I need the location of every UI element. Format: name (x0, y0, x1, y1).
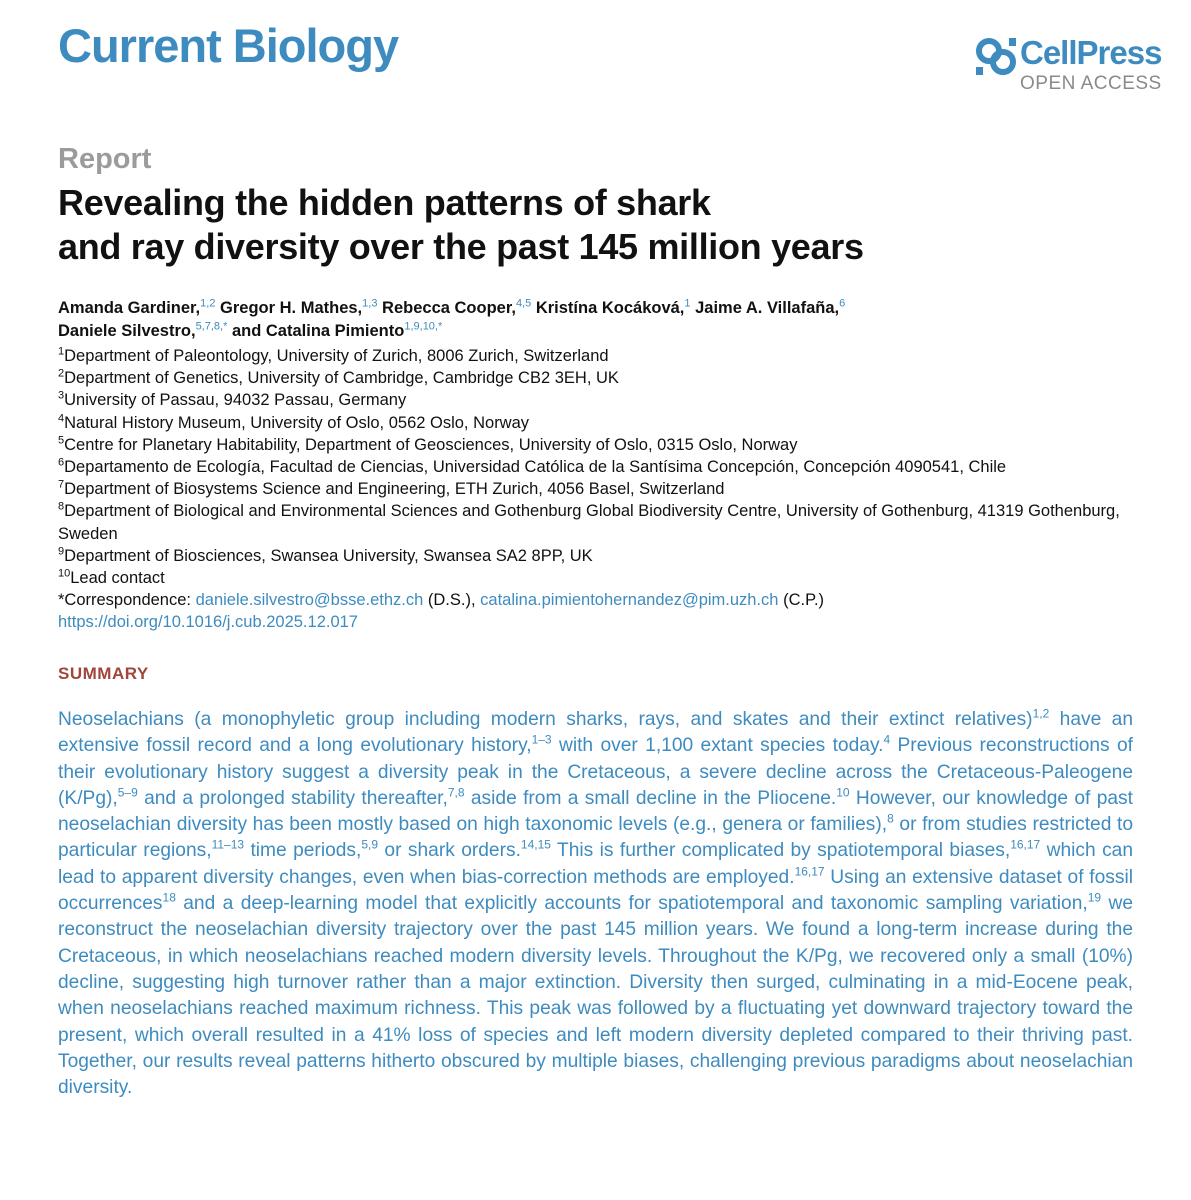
correspondence (58, 589, 1158, 611)
email-link-silvestro[interactable]: daniele.silvestro@bsse.ethz.ch (195, 591, 424, 610)
summary-segment: and a deep-learning model that explicitly accounts for spatiotemporal and taxonomic sampling variation, (175, 893, 1088, 915)
author-name (58, 299, 215, 317)
article-title (58, 181, 1138, 269)
author-affiliation-sup[interactable]: 1,9,10,* (404, 320, 443, 333)
summary-segment: or from studies restricted to particular regions, (58, 814, 1133, 862)
author-affiliation-sup[interactable]: 1 (684, 297, 691, 310)
journal-title: Current Biology (58, 19, 399, 72)
affiliation-number: 3 (58, 389, 65, 402)
citation-sup[interactable]: 16,17 (1010, 838, 1041, 853)
doi-link[interactable]: https://doi.org/10.1016/j.cub.2025.12.017 (58, 613, 358, 632)
author-name-text: Jaime A. Villafaña, (695, 299, 840, 317)
author-name (58, 322, 227, 340)
affiliation-text: Natural History Museum, University of Oslo, 0562 Oslo, Norway (64, 413, 530, 432)
affiliation-item (58, 500, 1158, 544)
title-line-2: and ray diversity over the past 145 million years (58, 226, 864, 267)
author-affiliation-sup[interactable]: 1,2 (200, 297, 216, 310)
affiliation-text: University of Passau, 94032 Passau, Germany (64, 391, 407, 410)
summary-segment: have an extensive fossil record and a long evolutionary history, (58, 709, 1133, 757)
author-list (58, 297, 1158, 343)
summary-segment: with over 1,100 extant species today. (551, 735, 884, 757)
affiliation-number: 4 (58, 412, 65, 425)
affiliation-item (58, 567, 1158, 589)
affiliation-number: 2 (58, 367, 65, 380)
open-access-label: OPEN ACCESS (1020, 73, 1162, 94)
summary-text (58, 707, 1133, 1101)
affiliation-item (58, 345, 1158, 367)
affiliation-item (58, 478, 1158, 500)
affiliation-text: Departamento de Ecología, Facultad de Ciencias, Universidad Católica de la Santísima Concepción, Concepción 4090541, Chile (64, 458, 1007, 477)
author-name (232, 322, 442, 340)
affiliation-item (58, 389, 1158, 411)
cellpress-icon (976, 38, 1016, 76)
summary-segment: and a prolonged stability thereafter, (137, 787, 448, 809)
citation-sup[interactable]: 10 (836, 785, 850, 800)
summary-heading: SUMMARY (58, 664, 149, 683)
author-name-text: and Catalina Pimiento (231, 322, 405, 340)
affiliation-list (58, 345, 1158, 634)
affiliation-text: Department of Paleontology, University of Zurich, 8006 Zurich, Switzerland (64, 347, 609, 365)
affiliation-item (58, 434, 1158, 456)
citation-sup[interactable]: 1–3 (531, 732, 552, 747)
summary-segment: However, our knowledge of past neoselachian diversity has been mostly based on high taxonomic levels (e.g., genera or families), (58, 787, 1133, 836)
citation-sup[interactable]: 18 (162, 890, 176, 905)
citation-sup[interactable]: 1,2 (1032, 706, 1050, 721)
author-name-text: Kristína Kocáková, (535, 299, 685, 317)
citation-sup[interactable]: 8 (887, 811, 894, 826)
affiliation-number: 10 (58, 567, 71, 580)
affiliation-item (58, 456, 1158, 478)
author-name (382, 299, 531, 317)
affiliation-number: 9 (58, 545, 65, 558)
author-name-text: Amanda Gardiner, (58, 299, 201, 317)
author-affiliation-sup[interactable]: 1,3 (362, 297, 378, 310)
summary-segment: or shark orders. (378, 840, 521, 862)
author-affiliation-sup[interactable]: 5,7,8,* (195, 320, 228, 333)
author-name-text: Rebecca Cooper, (382, 299, 516, 317)
affiliation-number: 1 (58, 345, 65, 358)
affiliation-item (58, 412, 1158, 434)
summary-segment: aside from a small decline in the Pliocene. (464, 787, 837, 809)
summary-segment: we reconstruct the neoselachian diversity trajectory over the past 145 million years. We found a long-term increase during the Cretaceous, in which neoselachians reached modern diversity levels. Throughout the K/Pg, we recovered only a small (10%) decline, suggesting high turnover rather than a major extinction. Diversity then surged, culminating in a mid-Eocene peak, when neoselachians reached maximum richness. This peak was followed by a fluctuating yet downward trajectory toward the present, which overall resulted in a 41% loss of species and left modern diversity depleted compared to their thriving past. Together, our results reveal patterns hitherto obscured by multiple biases, challenging previous paradigms about neoselachian diversity. (58, 893, 1133, 1099)
affiliation-text: Department of Genetics, University of Cambridge, Cambridge CB2 3EH, UK (64, 369, 619, 388)
citation-sup[interactable]: 5–9 (117, 785, 138, 800)
affiliation-number: 7 (58, 478, 65, 491)
affiliation-item (58, 367, 1158, 389)
affiliation-number: 8 (58, 500, 65, 513)
correspondence-initials-1: (D.S.), (423, 591, 481, 610)
author-name (220, 299, 377, 317)
title-line-1: Revealing the hidden patterns of shark (58, 182, 711, 223)
affiliation-item (58, 545, 1158, 567)
author-name (536, 299, 691, 317)
author-name-text: Gregor H. Mathes, (220, 299, 363, 317)
citation-sup[interactable]: 14,15 (520, 838, 551, 853)
article-type: Report (58, 143, 152, 175)
cellpress-logo[interactable] (972, 34, 1167, 104)
affiliation-text: Lead contact (70, 569, 165, 588)
summary-segment: time periods, (244, 840, 362, 862)
citation-sup[interactable]: 7,8 (447, 785, 465, 800)
summary-segment: This is further complicated by spatiotemporal biases, (550, 840, 1011, 862)
citation-sup[interactable]: 19 (1087, 890, 1102, 905)
citation-sup[interactable]: 4 (883, 732, 891, 747)
citation-sup[interactable]: 5,9 (361, 838, 379, 853)
author-name-text: Daniele Silvestro, (58, 322, 196, 340)
affiliation-text: Department of Biosystems Science and Engineering, ETH Zurich, 4056 Basel, Switzerland (64, 480, 725, 499)
affiliation-number: 5 (58, 434, 65, 447)
summary-segment: Neoselachians (a monophyletic group including modern sharks, rays, and skates and their extinct relatives) (58, 709, 1033, 730)
affiliation-text: Department of Biosciences, Swansea University, Swansea SA2 8PP, UK (64, 546, 593, 565)
email-link-pimiento[interactable]: catalina.pimientohernandez@pim.uzh.ch (480, 591, 779, 610)
author-affiliation-sup[interactable]: 4,5 (515, 297, 532, 310)
correspondence-initials-2: (C.P.) (778, 591, 825, 610)
affiliation-text: Department of Biological and Environmental Sciences and Gothenburg Global Biodiversity Centre, University of Gothenburg, 41319 Gothenburg, Sweden (58, 502, 1120, 543)
citation-sup[interactable]: 16,17 (794, 864, 825, 879)
publisher-name: CellPress (1020, 34, 1162, 71)
citation-sup[interactable]: 11–13 (211, 838, 245, 853)
summary-segment: which can lead to apparent diversity changes, even when bias-correction methods are employed. (58, 840, 1134, 888)
correspondence-label: *Correspondence: (58, 591, 196, 610)
author-affiliation-sup[interactable]: 6 (839, 297, 846, 310)
summary-segment: Previous reconstructions of their evolutionary history suggest a diversity peak in the Cretaceous, a severe decline across the Cretaceous-Paleogene (K/Pg), (58, 735, 1133, 809)
affiliation-text: Centre for Planetary Habitability, Department of Geosciences, University of Oslo, 0315 Oslo, Norway (64, 435, 798, 454)
author-name (695, 299, 845, 317)
summary-segment: Using an extensive dataset of fossil occurrences (58, 866, 1133, 915)
affiliation-number: 6 (58, 456, 65, 469)
